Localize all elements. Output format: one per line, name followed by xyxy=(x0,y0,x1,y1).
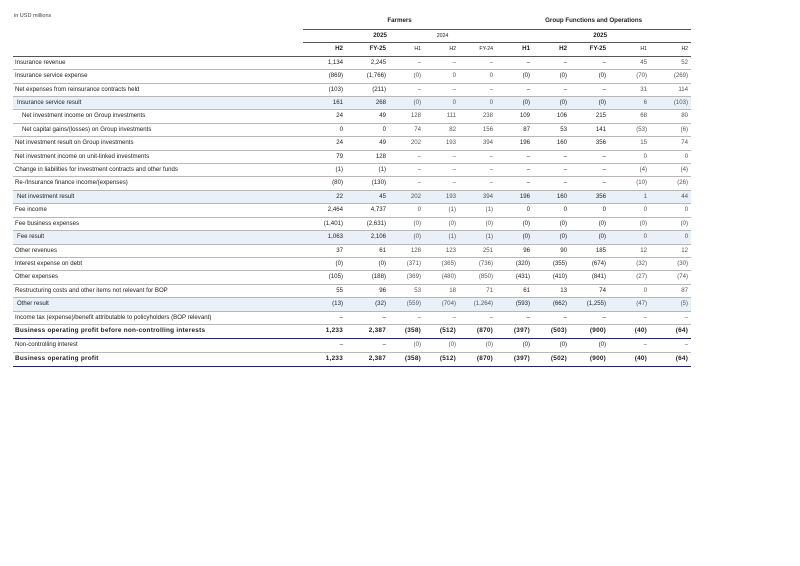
row-value: (0) xyxy=(496,339,533,352)
row-value: (0) xyxy=(496,231,533,244)
table-row xyxy=(13,150,691,163)
row-value: 0 xyxy=(650,231,691,244)
row-label: Other revenues xyxy=(13,244,303,257)
row-label: Other expenses xyxy=(13,271,303,284)
table-row xyxy=(13,311,691,324)
table-row xyxy=(13,244,691,257)
row-label: Net investment result xyxy=(13,190,303,203)
row-value: (559) xyxy=(389,298,424,311)
row-value: (0) xyxy=(533,97,570,110)
table-row xyxy=(13,56,691,69)
row-value: – xyxy=(424,150,459,163)
row-label: Non-controlling interest xyxy=(13,339,303,352)
col-farmers-h1-2024: H1 xyxy=(389,43,424,56)
row-value: (0) xyxy=(496,97,533,110)
row-value: 4,737 xyxy=(346,204,389,217)
row-value: 15 xyxy=(609,137,650,150)
row-value: 215 xyxy=(570,110,609,123)
row-value: 79 xyxy=(303,150,346,163)
row-value: 1 xyxy=(609,190,650,203)
row-value: 45 xyxy=(346,190,389,203)
row-value: (662) xyxy=(533,298,570,311)
col-group-h2-2024: H2 xyxy=(650,43,691,56)
row-value: – xyxy=(650,339,691,352)
row-value: 160 xyxy=(533,190,570,203)
row-value: 394 xyxy=(459,137,496,150)
row-value: – xyxy=(346,339,389,352)
row-value: (502) xyxy=(533,352,570,367)
row-label: Restructuring costs and other items not relevant for BOP xyxy=(13,284,303,297)
row-value: (40) xyxy=(609,352,650,367)
row-value: 0 xyxy=(424,97,459,110)
subtotal-row xyxy=(13,190,691,203)
row-value: 0 xyxy=(459,70,496,83)
row-value: – xyxy=(570,177,609,190)
header-farmers: Farmers xyxy=(303,13,496,30)
row-value: (1) xyxy=(303,164,346,177)
row-value: (105) xyxy=(303,271,346,284)
row-value: (0) xyxy=(389,217,424,230)
row-value: – xyxy=(570,164,609,177)
row-label: Fee result xyxy=(13,231,303,244)
row-label: Other result xyxy=(13,298,303,311)
row-value: (0) xyxy=(570,70,609,83)
row-value: – xyxy=(424,83,459,96)
row-label: Net expenses from reinsurance contracts held xyxy=(13,83,303,96)
row-value: 74 xyxy=(570,284,609,297)
row-value: (0) xyxy=(570,231,609,244)
row-label: Business operating profit before non-controlling interests xyxy=(13,324,303,339)
row-value: 193 xyxy=(424,190,459,203)
row-value: (0) xyxy=(496,70,533,83)
row-value: – xyxy=(533,311,570,324)
row-value: (0) xyxy=(424,217,459,230)
row-value: (365) xyxy=(424,257,459,270)
row-value: 156 xyxy=(459,123,496,136)
row-value: – xyxy=(424,177,459,190)
row-value: 1,134 xyxy=(303,56,346,69)
row-label: Business operating profit xyxy=(13,352,303,367)
col-group-h2-2025: H2 xyxy=(533,43,570,56)
row-value: – xyxy=(424,311,459,324)
row-value: 49 xyxy=(346,137,389,150)
row-value: (6) xyxy=(650,123,691,136)
row-value: (850) xyxy=(459,271,496,284)
row-value: (13) xyxy=(303,298,346,311)
total-row xyxy=(13,324,691,339)
row-value: 13 xyxy=(533,284,570,297)
row-label: Fee business expenses xyxy=(13,217,303,230)
row-value: 0 xyxy=(303,123,346,136)
row-label: Net capital gains/(losses) on Group investments xyxy=(13,123,303,136)
row-label: Insurance service result xyxy=(13,97,303,110)
col-group-h1-2025: H1 xyxy=(496,43,533,56)
row-value: – xyxy=(389,150,424,163)
row-label: Change in liabilities for investment contracts and other funds xyxy=(13,164,303,177)
row-value: 90 xyxy=(533,244,570,257)
row-value: – xyxy=(570,150,609,163)
row-value: 356 xyxy=(570,137,609,150)
row-value: 0 xyxy=(459,97,496,110)
table-row xyxy=(13,217,691,230)
col-farmers-fy-2025: FY-25 xyxy=(346,43,389,56)
total-row xyxy=(13,352,691,367)
row-value: – xyxy=(459,150,496,163)
unit-note: in USD millions xyxy=(14,13,52,19)
row-value: (2,631) xyxy=(346,217,389,230)
row-value: – xyxy=(389,56,424,69)
row-value: 0 xyxy=(533,204,570,217)
row-value: – xyxy=(459,56,496,69)
row-value: (32) xyxy=(609,257,650,270)
row-value: 251 xyxy=(459,244,496,257)
row-value: – xyxy=(570,83,609,96)
row-value: 160 xyxy=(533,137,570,150)
row-value: (1,255) xyxy=(570,298,609,311)
row-value: (900) xyxy=(570,324,609,339)
row-value: 109 xyxy=(496,110,533,123)
row-value: – xyxy=(533,164,570,177)
row-value: 6 xyxy=(609,97,650,110)
row-value: 0 xyxy=(609,204,650,217)
row-value: – xyxy=(496,83,533,96)
row-value: (397) xyxy=(496,352,533,367)
header-group-2025: 2025 xyxy=(496,30,609,43)
row-value: (0) xyxy=(424,339,459,352)
row-value: (0) xyxy=(570,217,609,230)
row-value: (0) xyxy=(650,217,691,230)
row-value: (736) xyxy=(459,257,496,270)
row-value: (27) xyxy=(609,271,650,284)
row-value: – xyxy=(424,164,459,177)
row-value: (269) xyxy=(650,70,691,83)
row-value: – xyxy=(496,164,533,177)
row-value: – xyxy=(459,311,496,324)
row-value: (10) xyxy=(609,177,650,190)
row-value: 238 xyxy=(459,110,496,123)
row-label: Re-/Insurance finance income/(expenses) xyxy=(13,177,303,190)
row-value: (0) xyxy=(389,70,424,83)
header-group-functions: Group Functions and Operations xyxy=(496,13,691,30)
row-value: (0) xyxy=(570,339,609,352)
row-value: 1,063 xyxy=(303,231,346,244)
row-value: 0 xyxy=(609,231,650,244)
row-value: – xyxy=(609,339,650,352)
row-value: – xyxy=(533,150,570,163)
row-value: (410) xyxy=(533,271,570,284)
subtotal-row xyxy=(13,231,691,244)
row-value: – xyxy=(533,83,570,96)
col-farmers-h2-2025: H2 xyxy=(303,43,346,56)
row-value: 0 xyxy=(650,204,691,217)
row-value: (80) xyxy=(303,177,346,190)
row-label: Insurance revenue xyxy=(13,56,303,69)
table-row xyxy=(13,110,691,123)
row-value: (0) xyxy=(496,217,533,230)
row-value: 0 xyxy=(609,284,650,297)
row-value: (841) xyxy=(570,271,609,284)
row-value: (371) xyxy=(389,257,424,270)
row-value: (870) xyxy=(459,352,496,367)
row-value: 22 xyxy=(303,190,346,203)
row-value: 1,233 xyxy=(303,352,346,367)
row-value: 0 xyxy=(650,150,691,163)
row-value: (593) xyxy=(496,298,533,311)
row-value: (1) xyxy=(459,231,496,244)
table-row xyxy=(13,339,691,352)
row-value: (1) xyxy=(346,164,389,177)
row-value: – xyxy=(346,311,389,324)
row-value: 96 xyxy=(346,284,389,297)
row-value: (130) xyxy=(346,177,389,190)
row-value: (40) xyxy=(609,324,650,339)
row-value: (320) xyxy=(496,257,533,270)
row-value: 61 xyxy=(496,284,533,297)
table-row xyxy=(13,83,691,96)
row-value: – xyxy=(389,177,424,190)
row-value: 106 xyxy=(533,110,570,123)
header-farmers-2025: 2025 xyxy=(303,30,389,43)
row-value: (512) xyxy=(424,324,459,339)
row-value: 31 xyxy=(609,83,650,96)
row-value: (0) xyxy=(303,257,346,270)
row-value: (704) xyxy=(424,298,459,311)
row-value: (355) xyxy=(533,257,570,270)
row-value: 1,233 xyxy=(303,324,346,339)
row-value: – xyxy=(496,177,533,190)
row-value: 61 xyxy=(346,244,389,257)
row-value: 12 xyxy=(609,244,650,257)
row-value: (103) xyxy=(303,83,346,96)
row-value: (5) xyxy=(650,298,691,311)
table-row xyxy=(13,177,691,190)
row-value: – xyxy=(303,339,346,352)
row-value: 0 xyxy=(346,123,389,136)
row-value: (1,766) xyxy=(346,70,389,83)
row-value: 128 xyxy=(389,244,424,257)
row-value: (64) xyxy=(650,352,691,367)
row-value: (26) xyxy=(650,177,691,190)
row-value: (0) xyxy=(389,339,424,352)
row-value: – xyxy=(459,83,496,96)
row-value: 0 xyxy=(570,204,609,217)
subtotal-row xyxy=(13,298,691,311)
table-row xyxy=(13,70,691,83)
row-value: (64) xyxy=(650,324,691,339)
row-value: – xyxy=(570,311,609,324)
row-value: (0) xyxy=(533,339,570,352)
row-value: 53 xyxy=(389,284,424,297)
row-value: (0) xyxy=(389,97,424,110)
row-value: (369) xyxy=(389,271,424,284)
header-row-periods xyxy=(13,43,691,56)
row-value: 87 xyxy=(650,284,691,297)
row-label: Income tax (expense)/benefit attributable to policyholders (BOP relevant) xyxy=(13,311,303,324)
row-value: (4) xyxy=(650,164,691,177)
row-value: (1,264) xyxy=(459,298,496,311)
row-value: (1) xyxy=(424,204,459,217)
row-value: – xyxy=(533,177,570,190)
header-group-2024-blank xyxy=(609,30,691,43)
row-value: 18 xyxy=(424,284,459,297)
row-value: (70) xyxy=(609,70,650,83)
header-row-groups xyxy=(13,13,691,30)
row-value: 128 xyxy=(346,150,389,163)
row-value: 2,387 xyxy=(346,324,389,339)
row-value: 24 xyxy=(303,137,346,150)
row-value: 0 xyxy=(424,70,459,83)
row-value: (869) xyxy=(303,70,346,83)
row-value: (512) xyxy=(424,352,459,367)
financial-table xyxy=(13,13,691,367)
table-row xyxy=(13,271,691,284)
row-value: 82 xyxy=(424,123,459,136)
row-value: (1,401) xyxy=(303,217,346,230)
row-value: 141 xyxy=(570,123,609,136)
row-value: (47) xyxy=(609,298,650,311)
row-value: 87 xyxy=(496,123,533,136)
row-value: 74 xyxy=(389,123,424,136)
row-value: 356 xyxy=(570,190,609,203)
row-value: – xyxy=(609,311,650,324)
row-value: (1) xyxy=(459,204,496,217)
row-value: (0) xyxy=(389,231,424,244)
row-value: 394 xyxy=(459,190,496,203)
subtotal-row xyxy=(13,97,691,110)
row-value: – xyxy=(459,177,496,190)
row-value: 45 xyxy=(609,56,650,69)
row-value: 268 xyxy=(346,97,389,110)
row-value: 193 xyxy=(424,137,459,150)
row-label: Net investment income on Group investments xyxy=(13,110,303,123)
row-value: (358) xyxy=(389,352,424,367)
row-value: (1) xyxy=(424,231,459,244)
row-value: – xyxy=(303,311,346,324)
row-value: 80 xyxy=(650,110,691,123)
row-value: (211) xyxy=(346,83,389,96)
row-value: 0 xyxy=(609,150,650,163)
row-value: 55 xyxy=(303,284,346,297)
row-value: 37 xyxy=(303,244,346,257)
row-value: – xyxy=(389,311,424,324)
row-value: (53) xyxy=(609,123,650,136)
table-row xyxy=(13,123,691,136)
row-value: – xyxy=(496,150,533,163)
row-value: 12 xyxy=(650,244,691,257)
row-value: 71 xyxy=(459,284,496,297)
row-value: 196 xyxy=(496,137,533,150)
table-row xyxy=(13,284,691,297)
table-row xyxy=(13,204,691,217)
row-value: – xyxy=(570,56,609,69)
row-value: (358) xyxy=(389,324,424,339)
row-value: 114 xyxy=(650,83,691,96)
row-value: (870) xyxy=(459,324,496,339)
row-value: 52 xyxy=(650,56,691,69)
row-value: 123 xyxy=(424,244,459,257)
row-value: 2,245 xyxy=(346,56,389,69)
row-value: 2,106 xyxy=(346,231,389,244)
row-value: 2,387 xyxy=(346,352,389,367)
row-value: 68 xyxy=(609,110,650,123)
row-value: (0) xyxy=(609,217,650,230)
header-farmers-2024: 2024 xyxy=(389,30,496,43)
row-value: 74 xyxy=(650,137,691,150)
row-value: (4) xyxy=(609,164,650,177)
row-value: – xyxy=(389,164,424,177)
row-value: (900) xyxy=(570,352,609,367)
col-farmers-h2-2024: H2 xyxy=(424,43,459,56)
row-value: (0) xyxy=(533,231,570,244)
row-value: 202 xyxy=(389,190,424,203)
row-label: Fee income xyxy=(13,204,303,217)
row-value: 161 xyxy=(303,97,346,110)
row-label: Insurance service expense xyxy=(13,70,303,83)
row-value: – xyxy=(424,56,459,69)
row-value: – xyxy=(389,83,424,96)
table-row xyxy=(13,164,691,177)
row-value: (74) xyxy=(650,271,691,284)
row-value: – xyxy=(496,56,533,69)
row-value: 96 xyxy=(496,244,533,257)
row-value: (0) xyxy=(533,217,570,230)
col-group-fy-2025: FY-25 xyxy=(570,43,609,56)
row-value: 128 xyxy=(389,110,424,123)
table-row xyxy=(13,137,691,150)
row-value: (0) xyxy=(346,257,389,270)
row-value: (103) xyxy=(650,97,691,110)
row-value: (188) xyxy=(346,271,389,284)
row-value: 49 xyxy=(346,110,389,123)
row-label: Net investment income on unit-linked investments xyxy=(13,150,303,163)
row-label: Interest expense on debt xyxy=(13,257,303,270)
row-value: 0 xyxy=(496,204,533,217)
row-value: 185 xyxy=(570,244,609,257)
row-value: – xyxy=(650,311,691,324)
row-value: 24 xyxy=(303,110,346,123)
table-row xyxy=(13,257,691,270)
row-value: 0 xyxy=(389,204,424,217)
row-value: 111 xyxy=(424,110,459,123)
row-value: 2,464 xyxy=(303,204,346,217)
row-value: 53 xyxy=(533,123,570,136)
row-label: Net investment result on Group investments xyxy=(13,137,303,150)
row-value: (32) xyxy=(346,298,389,311)
col-farmers-fy-2024: FY-24 xyxy=(459,43,496,56)
row-value: (0) xyxy=(533,70,570,83)
row-value: 44 xyxy=(650,190,691,203)
header-row-years xyxy=(13,30,691,43)
row-value: (0) xyxy=(570,97,609,110)
row-value: 202 xyxy=(389,137,424,150)
row-value: – xyxy=(533,56,570,69)
row-value: – xyxy=(459,164,496,177)
col-group-h1-2024: H1 xyxy=(609,43,650,56)
row-value: (0) xyxy=(459,217,496,230)
row-value: (397) xyxy=(496,324,533,339)
row-value: (480) xyxy=(424,271,459,284)
row-value: – xyxy=(496,311,533,324)
row-value: (674) xyxy=(570,257,609,270)
row-value: (0) xyxy=(459,339,496,352)
row-value: (503) xyxy=(533,324,570,339)
row-value: (431) xyxy=(496,271,533,284)
row-value: 196 xyxy=(496,190,533,203)
row-value: (30) xyxy=(650,257,691,270)
